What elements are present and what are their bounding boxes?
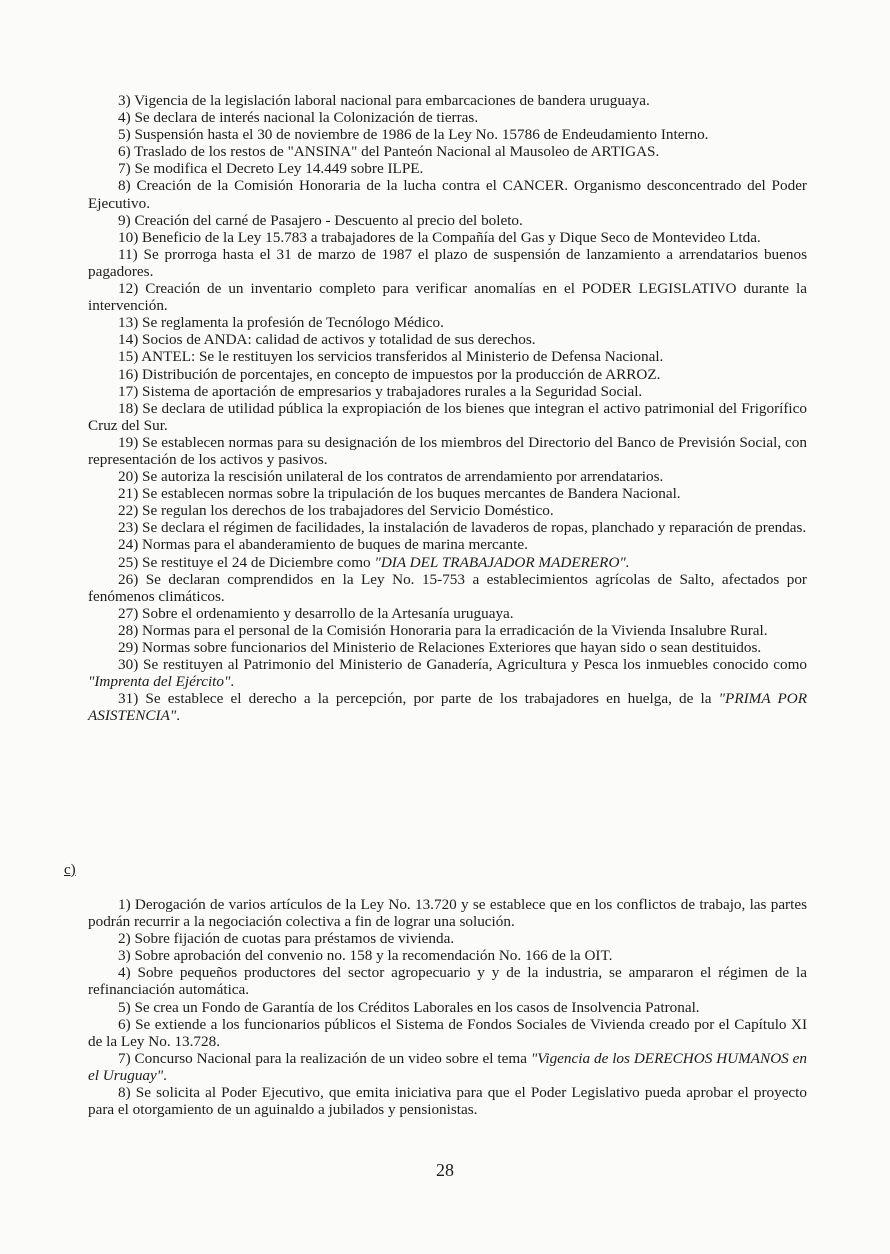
list-item: 6) Se extiende a los funcionarios públicos el Sistema de Fondos Sociales de Vivienda creado por el Capítulo XI de la Ley No. 13.728. (88, 1015, 807, 1050)
list-item: 29) Normas sobre funcionarios del Ministerio de Relaciones Exteriores que hayan sido o sean destituidos. (118, 639, 762, 656)
item-emphasis: "Vigencia de los DERECHOS HUMANOS en el Uruguay" (88, 1049, 807, 1084)
list-item: 5) Se crea un Fondo de Garantía de los Créditos Laborales en los casos de Insolvencia Patronal. (118, 998, 700, 1016)
list-item: 9) Creación del carné de Pasajero - Descuento al precio del boleto. (118, 211, 523, 229)
list-item: 8) Se solicita al Poder Ejecutivo, que emita iniciativa para que el Poder Legislativo pueda aprobar el proyecto para el otorgamiento de un aguinaldo a jubilados y pensionistas. (88, 1084, 807, 1119)
list-item: 6) Traslado de los restos de "ANSINA" del Panteón Nacional al Mausoleo de ARTIGAS. (118, 143, 660, 161)
section-c-list (88, 896, 807, 1118)
item-text-after: . (176, 707, 181, 725)
list-item: 8) Creación de la Comisión Honoraria de la lucha contra el CANCER. Organismo desconcentrado del Poder Ejecutivo. (88, 177, 807, 212)
item-text: 31) Se establece el derecho a la percepción, por parte de los trabajadores en huelga, de la (118, 690, 719, 708)
list-item: 13) Se reglamenta la profesión de Tecnólogo Médico. (118, 314, 444, 332)
list-item (88, 554, 807, 571)
item-emphasis: "PRIMA POR ASISTENCIA" (88, 690, 807, 725)
list-item: 3) Vigencia de la legislación laboral nacional para embarcaciones de bandera uruguaya. (118, 92, 650, 109)
list-item: 1) Derogación de varios artículos de la Ley No. 13.720 y se establece que en los conflictos de trabajo, las partes podrán recurrir a la negociación colectiva a fin de lograr una solución. (88, 896, 807, 931)
list-item: 11) Se prorroga hasta el 31 de marzo de 1987 el plazo de suspensión de lanzamiento a arrendatarios buenos pagadores. (88, 245, 807, 280)
list-item: 27) Sobre el ordenamiento y desarrollo de la Artesanía uruguaya. (118, 604, 514, 622)
list-item: 17) Sistema de aportación de empresarios y trabajadores rurales a la Seguridad Social. (118, 382, 643, 400)
list-item: 14) Socios de ANDA: calidad de activos y totalidad de sus derechos. (118, 331, 536, 349)
list-item (88, 1050, 807, 1084)
list-item: 16) Distribución de porcentajes, en concepto de impuestos por la producción de ARROZ. (118, 365, 661, 383)
list-item: 7) Se modifica el Decreto Ley 14.449 sobre ILPE. (118, 160, 424, 178)
list-item: 26) Se declaran comprendidos en la Ley No. 15-753 a establecimientos agrícolas de Salto, afectados por fenómenos climáticos. (88, 570, 807, 605)
item-text-after: . (163, 1066, 167, 1084)
list-item: 20) Se autoriza la rescisión unilateral de los contratos de arrendamiento por arrendatarios. (118, 468, 664, 486)
list-item: 19) Se establecen normas para su designación de los miembros del Directorio del Banco de Previsión Social, con representación de los activos y pasivos. (88, 433, 807, 468)
item-text: 25) Se restituye el 24 de Diciembre como (118, 553, 375, 571)
item-text: 30) Se restituyen al Patrimonio del Ministerio de Ganadería, Agricultura y Pesca los inmuebles conocido como (118, 656, 807, 674)
item-text-after: . (230, 673, 235, 691)
list-item: 12) Creación de un inventario completo para verificar anomalías en el PODER LEGISLATIVO durante la intervención. (88, 280, 807, 315)
page-number: 28 (436, 1160, 454, 1180)
list-item: 3) Sobre aprobación del convenio no. 158 y la recomendación No. 166 de la OIT. (118, 947, 613, 965)
section-b-list (88, 92, 807, 724)
item-emphasis: "DIA DEL TRABAJADOR MADERERO". (374, 553, 630, 571)
list-item: 23) Se declara el régimen de facilidades, la instalación de lavaderos de ropas, planchado y reparación de prendas. (118, 519, 807, 537)
item-text: 7) Concurso Nacional para la realización de un video sobre el tema (118, 1049, 531, 1067)
item-emphasis: "Imprenta del Ejército" (88, 673, 231, 691)
list-item: 15) ANTEL: Se le restituyen los servicios transferidos al Ministerio de Defensa Nacional. (118, 348, 664, 366)
list-item: 21) Se establecen normas sobre la tripulación de los buques mercantes de Bandera Nacional. (118, 485, 681, 503)
list-item: 2) Sobre fijación de cuotas para préstamos de vivienda. (118, 930, 455, 948)
list-item (88, 656, 807, 690)
list-item: 4) Se declara de interés nacional la Colonización de tierras. (118, 109, 479, 127)
list-item: 24) Normas para el abanderamiento de buques de marina mercante. (118, 536, 528, 554)
list-item: 18) Se declara de utilidad pública la expropiación de los bienes que integran el activo patrimonial del Frigorífico Cruz del Sur. (88, 399, 807, 434)
list-item: 10) Beneficio de la Ley 15.783 a trabajadores de la Compañía del Gas y Dique Seco de Montevideo Ltda. (118, 228, 761, 246)
list-item (88, 690, 807, 724)
section-c-heading: c) (64, 862, 76, 878)
list-item: 28) Normas para el personal de la Comisión Honoraria para la erradicación de la Vivienda Insalubre Rural. (118, 621, 768, 639)
list-item: 22) Se regulan los derechos de los trabajadores del Servicio Doméstico. (118, 502, 554, 520)
list-item: 5) Suspensión hasta el 30 de noviembre de 1986 de la Ley No. 15786 de Endeudamiento Interno. (118, 126, 709, 144)
list-item: 4) Sobre pequeños productores del sector agropecuario y y de la industria, se ampararon el régimen de la refinanciación automática. (88, 964, 807, 999)
